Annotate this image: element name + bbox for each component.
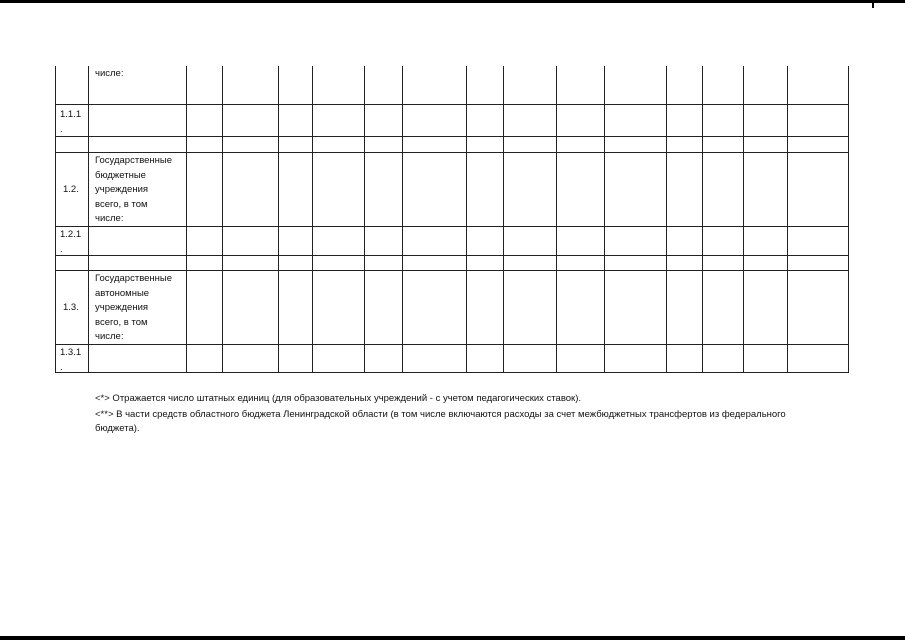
table-vline	[556, 66, 557, 373]
table-vline	[743, 66, 744, 373]
table-hline	[55, 255, 849, 256]
row-number-cell: 1.3.	[63, 302, 79, 313]
table-vline	[503, 66, 504, 373]
table-vline	[787, 66, 788, 373]
table-hline	[55, 104, 849, 105]
table-vline	[702, 66, 703, 373]
table-vline	[88, 66, 89, 373]
table-vline	[604, 66, 605, 373]
row-name-cell: Государственные автономные учреждения всего, в том числе:	[95, 273, 173, 342]
table-vline	[466, 66, 467, 373]
table-vline	[222, 66, 223, 373]
row-name-cell: числе:	[95, 68, 124, 79]
row-number-cell: 1.1.1 .	[60, 109, 82, 135]
table-vline	[312, 66, 313, 373]
table-hline	[55, 344, 849, 345]
footnote-1: <*> Отражается число штатных единиц (для образовательных учреждений - с учетом педагогических ставок).	[95, 393, 582, 404]
table-vline	[278, 66, 279, 373]
row-number-cell: 1.2.1 .	[60, 229, 82, 255]
row-name-cell: Государственные бюджетные учреждения всего, в том числе:	[95, 155, 173, 224]
row-number-cell: 1.2.	[63, 184, 79, 195]
table-vline	[848, 66, 849, 373]
table-hline	[55, 270, 849, 271]
table-hline	[55, 152, 849, 153]
row-number-cell: 1.3.1 .	[60, 347, 82, 373]
table-hline	[55, 136, 849, 137]
footnotes	[95, 392, 815, 437]
table-vline	[402, 66, 403, 373]
table-vline	[186, 66, 187, 373]
table-vline	[666, 66, 667, 373]
table-vline	[364, 66, 365, 373]
footnote-2: <**> В части средств областного бюджета Ленинградской области (в том числе включаются расходы за счет межбюджетных трансфертов из федерального бюджета).	[95, 408, 786, 434]
table-vline	[55, 66, 56, 373]
table-hline	[55, 226, 849, 227]
table-hline	[55, 372, 849, 373]
